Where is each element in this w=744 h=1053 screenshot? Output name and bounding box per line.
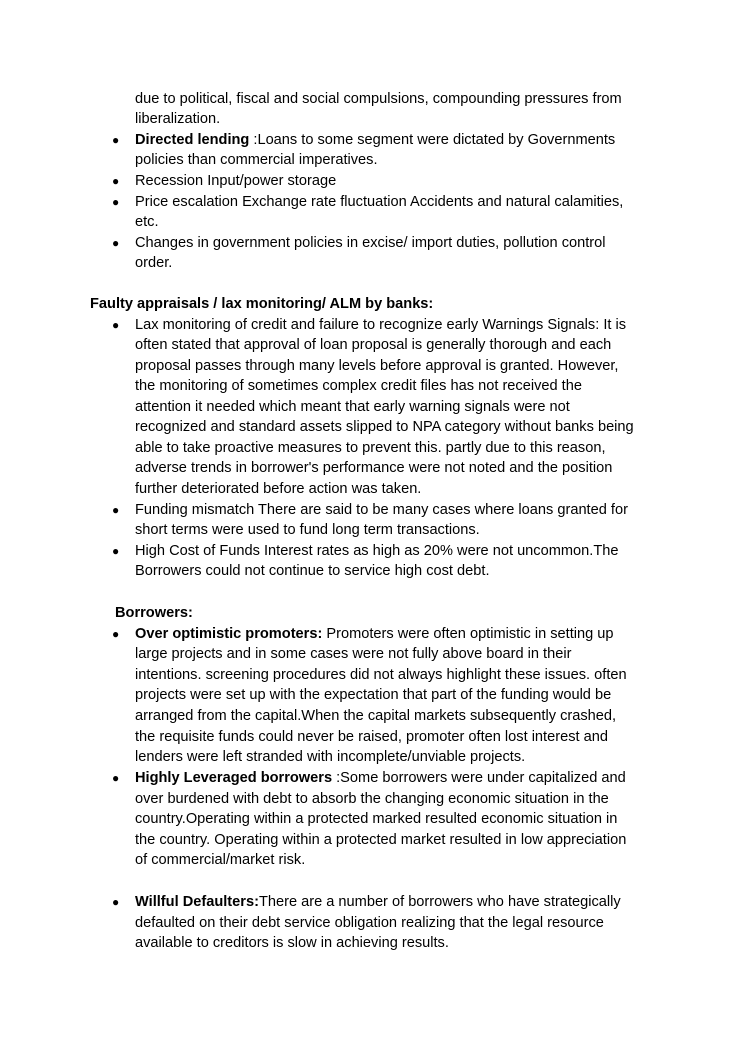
bullet-icon: ● [112, 174, 120, 188]
bullet-icon: ● [112, 627, 120, 641]
list-item-line: the country. Operating within a protected market resulted in low appreciation [135, 832, 627, 848]
list-item-first-line: Lax monitoring of credit and failure to recognize early Warnings Signals: It is [135, 317, 627, 333]
list-item-first-line: Highly Leveraged borrowers :Some borrowers were under capitalized and [135, 770, 626, 786]
list-item-line: projects were set up with the expectation that part of the funding would be [135, 687, 612, 703]
list-item-bold: Over optimistic promoters: [135, 626, 323, 642]
list-item-line: recognized and standard assets slipped to NPA category without banks being [135, 419, 634, 435]
list-item-line: defaulted on their debt service obligation realizing that the legal resource [135, 915, 604, 931]
list-item-line: of commercial/market risk. [135, 852, 306, 868]
list-item-line: policies than commercial imperatives. [135, 152, 378, 168]
list-item-bold: Willful Defaulters: [135, 894, 259, 910]
list-item-first-line: Funding mismatch There are said to be many cases where loans granted for [135, 502, 628, 518]
list-item-first-line: High Cost of Funds Interest rates as high as 20% were not uncommon.The [135, 543, 619, 559]
list-item-line: etc. [135, 214, 159, 230]
list-item-first-line: Over optimistic promoters: Promoters were often optimistic in setting up [135, 626, 614, 642]
intro-line: liberalization. [135, 111, 221, 127]
list-item-line: able to take proactive measures to prevent this. partly due to this reason, [135, 440, 606, 456]
list-item-line: order. [135, 255, 173, 271]
list-item-line: lenders were left stranded with incomplete/unviable projects. [135, 749, 526, 765]
intro-line: due to political, fiscal and social compulsions, compounding pressures from [135, 91, 622, 107]
list-item-line: Borrowers could not continue to service high cost debt. [135, 563, 490, 579]
list-item-line: proposal passes through many levels before approval is granted. However, [135, 358, 619, 374]
bullet-icon: ● [112, 771, 120, 785]
list-item-first-line: Changes in government policies in excise/ import duties, pollution control [135, 235, 606, 251]
bullet-icon: ● [112, 236, 120, 250]
list-item-first-line: Recession Input/power storage [135, 173, 337, 189]
list-item-line: adverse trends in borrower's performance were not noted and the position [135, 460, 613, 476]
bullet-icon: ● [112, 895, 120, 909]
list-item-line: over burdened with debt to absorb the changing economic situation in the [135, 791, 609, 807]
list-item-line: further deteriorated before action was taken. [135, 481, 422, 497]
section-heading-borrowers: Borrowers: [115, 605, 193, 621]
list-item-line: arranged from the capital.When the capital markets subsequently crashed, [135, 708, 617, 724]
list-item-first-line: Price escalation Exchange rate fluctuation Accidents and natural calamities, [135, 194, 624, 210]
bullet-icon: ● [112, 503, 120, 517]
list-item-line: country.Operating within a protected marked resulted economic situation in [135, 811, 618, 827]
list-item-line: the monitoring of sometimes complex credit files has not received the [135, 378, 582, 394]
bullet-icon: ● [112, 195, 120, 209]
bullet-icon: ● [112, 544, 120, 558]
list-item-bold: Directed lending [135, 132, 250, 148]
list-item-bold: Highly Leveraged borrowers [135, 770, 333, 786]
list-item-line: large projects and in some cases were not fully above board in their [135, 646, 572, 662]
bullet-icon: ● [112, 318, 120, 332]
list-item-line: intentions. screening procedures did not always highlight these issues. often [135, 667, 627, 683]
bullet-icon: ● [112, 133, 120, 147]
list-item-first-line: Willful Defaulters:There are a number of borrowers who have strategically [135, 894, 621, 910]
list-item-first-line: Directed lending :Loans to some segment were dictated by Governments [135, 132, 616, 148]
list-item-line: often stated that approval of loan proposal is generally thorough and each [135, 337, 612, 353]
list-item-line: short terms were used to fund long term transactions. [135, 522, 480, 538]
list-item-line: the requisite funds could never be raised, promoter often lost interest and [135, 729, 608, 745]
list-item-line: attention it needed which meant that early warning signals were not [135, 399, 570, 415]
list-item-line: available to creditors is slow in achieving results. [135, 935, 449, 951]
section-heading-faulty-appraisals: Faulty appraisals / lax monitoring/ ALM by banks: [90, 296, 434, 312]
